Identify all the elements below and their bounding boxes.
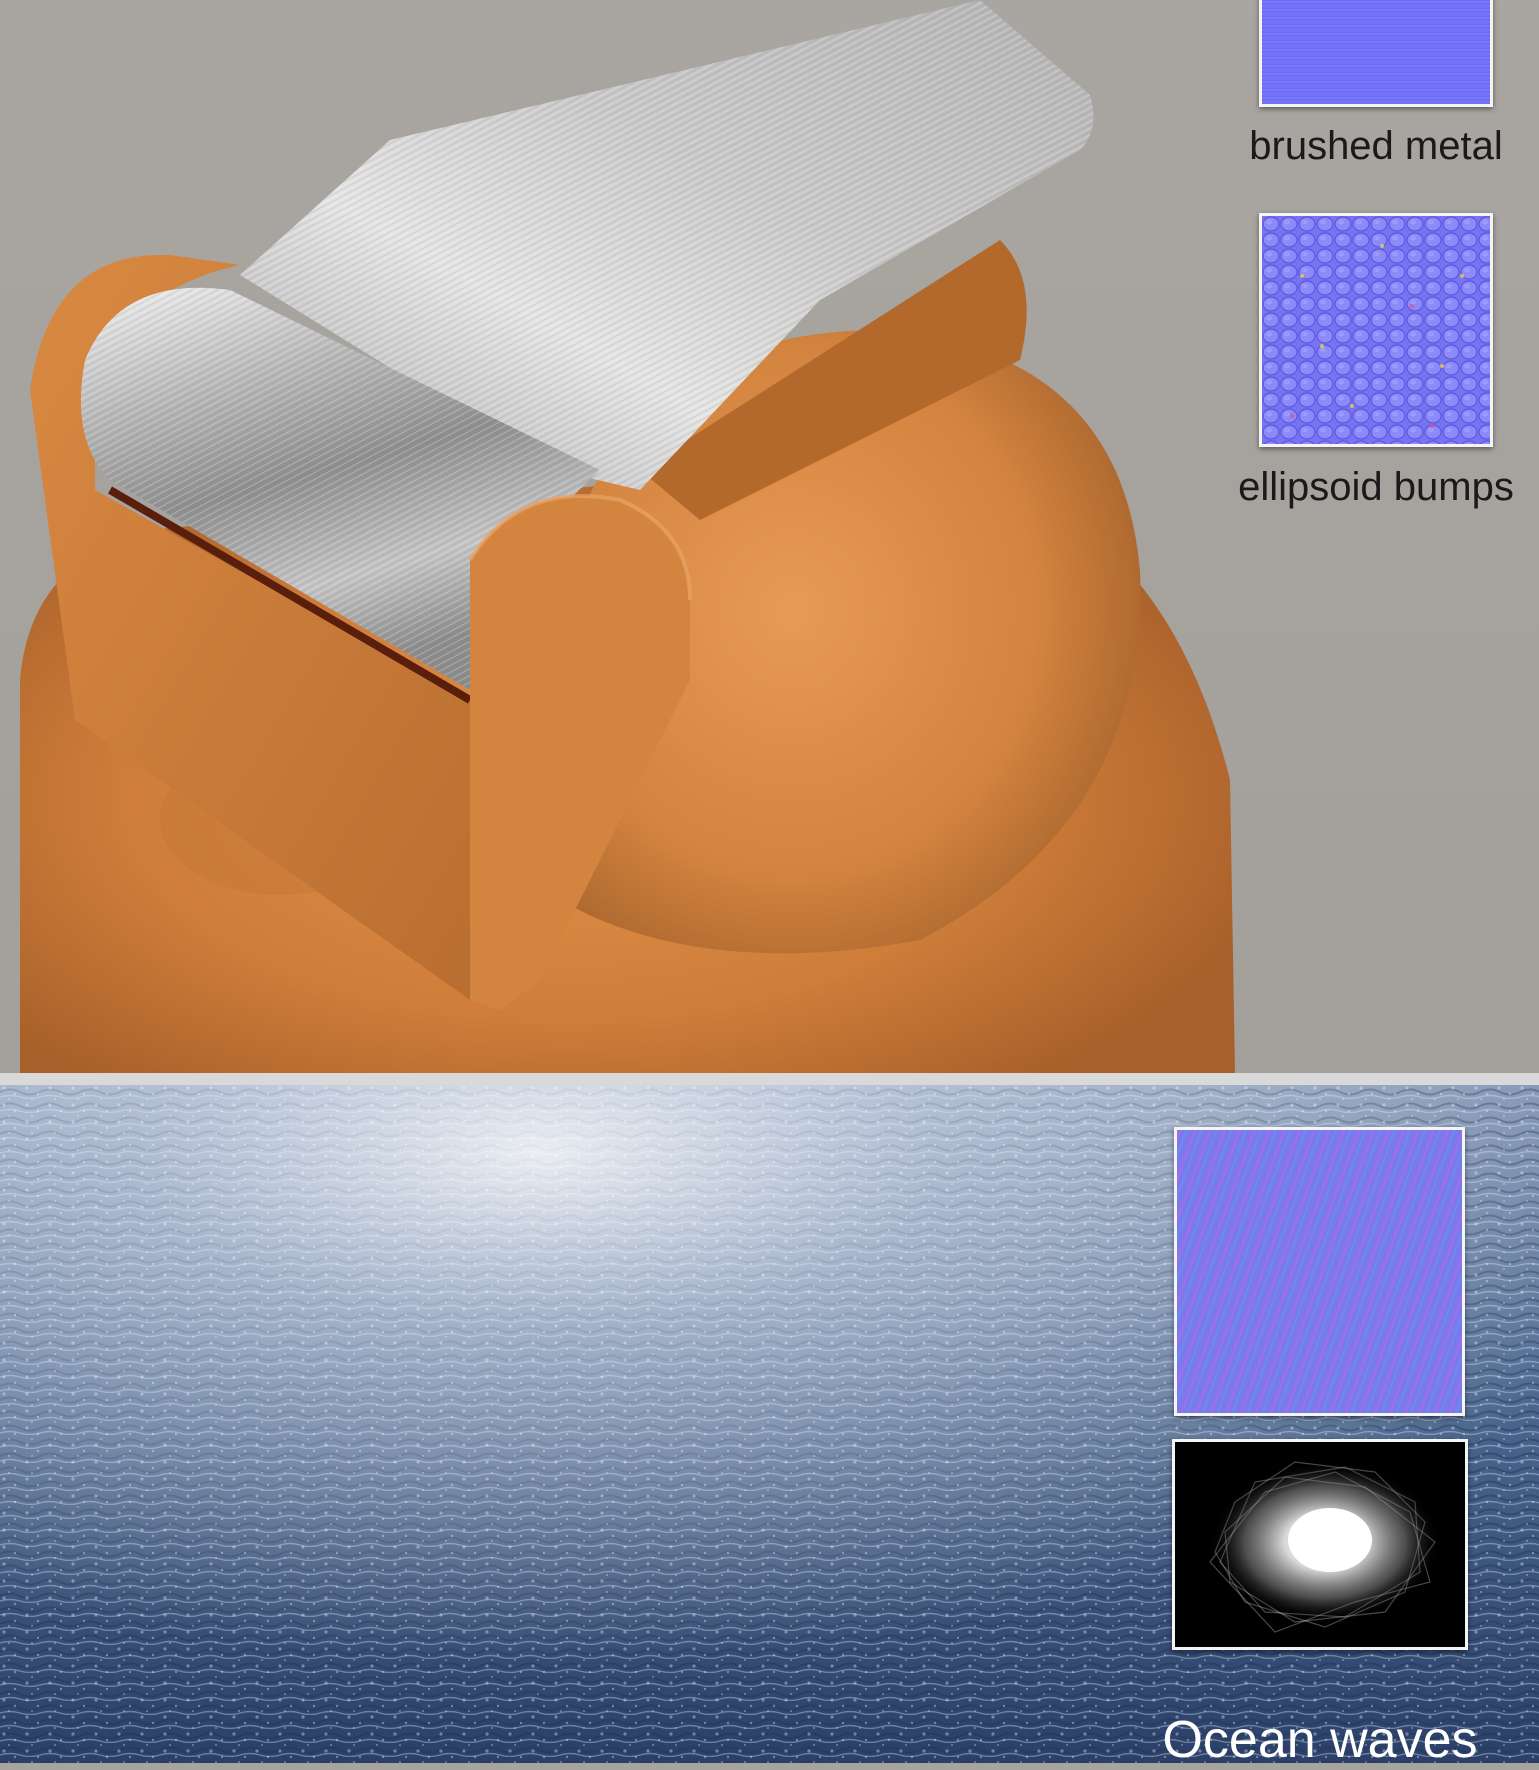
- ellipsoid-bumps-pattern: [1262, 216, 1490, 444]
- brushed-metal-label: brushed metal: [1249, 124, 1503, 168]
- panel-divider: [0, 1073, 1539, 1085]
- slope-distribution-plot: [1175, 1442, 1465, 1647]
- ocean-render-panel: [0, 1085, 1539, 1763]
- ocean-normal-pattern: [1177, 1130, 1462, 1413]
- ocean-waves-label: Ocean waves: [1162, 1711, 1478, 1769]
- ellipsoid-bumps-swatch: [1259, 213, 1493, 447]
- ocean-slope-distribution-swatch: [1172, 1439, 1468, 1650]
- ocean-normal-map-swatch: [1174, 1127, 1465, 1416]
- brushed-metal-swatch: [1259, 0, 1493, 107]
- ellipsoid-bumps-label: ellipsoid bumps: [1238, 465, 1514, 509]
